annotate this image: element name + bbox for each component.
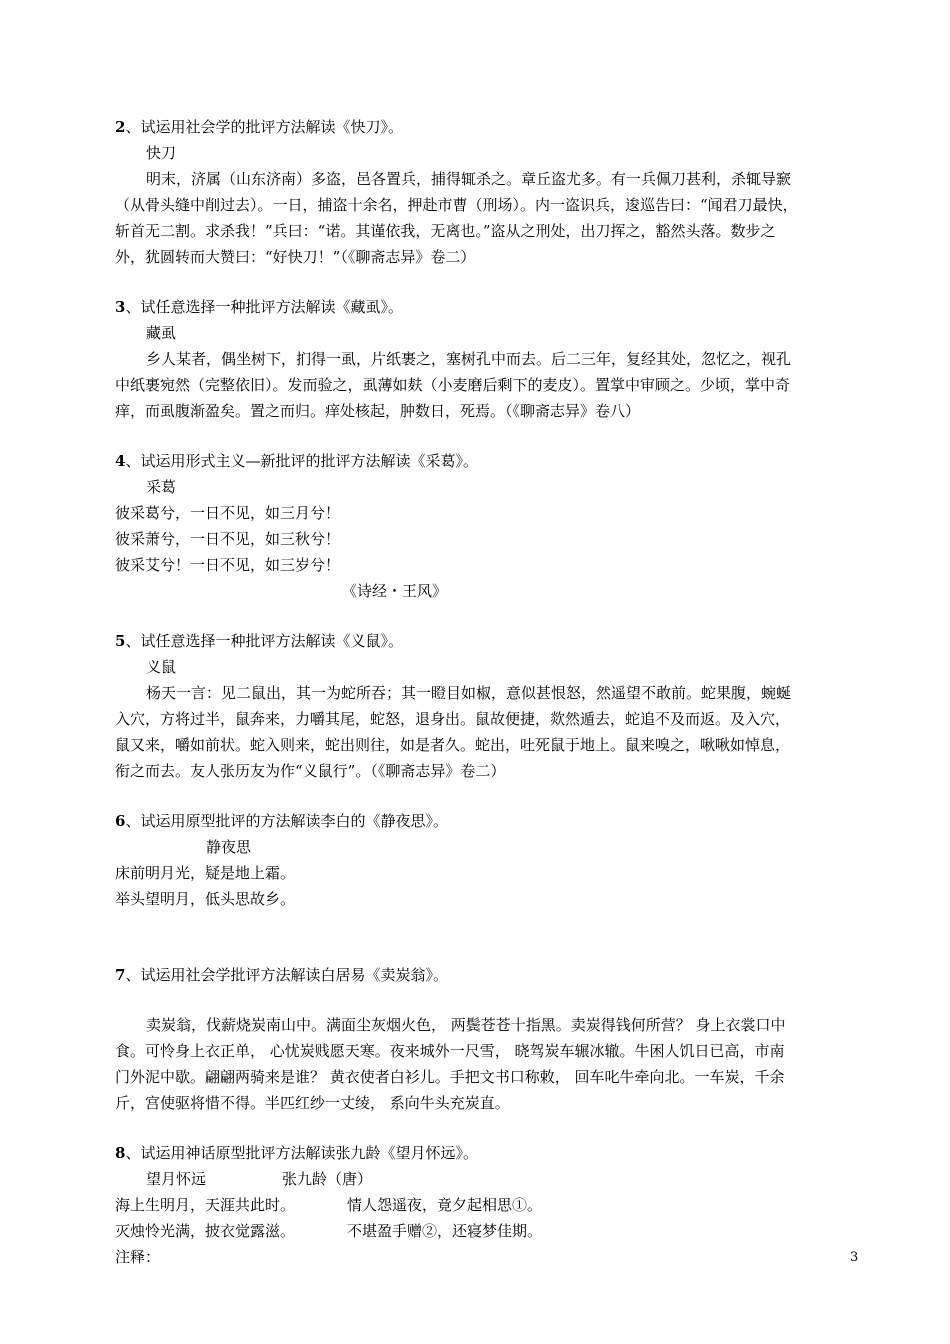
question-8-poem-line-left: 灭烛怜光满，披衣觉露滋。 xyxy=(115,1222,296,1240)
question-8-title: 望月怀远 xyxy=(146,1170,207,1188)
question-2-text-line: 明末，济属（山东济南）多盗，邑各置兵，捕得辄杀之。章丘盗尤多。有一兵佩刀甚利，杀辄导窾 xyxy=(146,170,792,188)
question-5-text-line: 鼠又来，嚼如前状。蛇入则来，蛇出则往，如是者久。蛇出，吐死鼠于地上。鼠来嗅之，啾啾如悼息， xyxy=(115,736,791,754)
question-3-heading: 3、试任意选择一种批评方法解读《藏虱》。 xyxy=(115,298,403,316)
question-8-notes-label: 注释： xyxy=(115,1248,161,1266)
question-8-poem-line-left: 海上生明月，天涯共此时。 xyxy=(115,1196,296,1214)
question-3-text-line: 中纸裹宛然（完整依旧）。发而验之，虱薄如麸（小麦磨后剩下的麦皮）。置掌中审顾之。少顷，掌中奇 xyxy=(115,376,791,394)
question-6-poem-line: 床前明月光，疑是地上霜。 xyxy=(115,864,296,882)
question-4-poem-line: 彼采萧兮，一日不见，如三秋兮！ xyxy=(115,530,341,548)
question-2-text-line: 外，犹圆转而大赞曰：“好快刀！”（《聊斋志异》卷二） xyxy=(115,248,476,266)
page-number: 3 xyxy=(850,1250,859,1265)
question-5-text-line: 衔之而去。友人张历友为作“义鼠行”。（《聊斋志异》卷二） xyxy=(115,762,506,780)
question-2-title: 快刀 xyxy=(146,144,177,162)
question-8-poem-line-right: 不堪盈手赠②，还寝梦佳期。 xyxy=(347,1222,543,1240)
question-4-poem-line: 彼采艾兮！一日不见，如三岁兮！ xyxy=(115,556,341,574)
question-8-heading: 8、试运用神话原型批评方法解读张九龄《望月怀远》。 xyxy=(115,1144,478,1162)
question-5-text-line: 入穴，方将过半，鼠奔来，力嚼其尾，蛇怒，退身出。鼠故便捷，欻然遁去，蛇追不及而返。及入穴， xyxy=(115,710,791,728)
question-7-poem-line: 食。可怜身上衣正单， 心忧炭贱愿天寒。夜来城外一尺雪， 晓驾炭车辗冰辙。牛困人饥日已高，市南 xyxy=(115,1042,785,1060)
question-6-poem-line: 举头望明月，低头思故乡。 xyxy=(115,890,296,908)
question-8-author: 张九龄（唐） xyxy=(282,1170,373,1188)
question-4-source: 《诗经・王风》 xyxy=(342,582,448,600)
question-4-poem-line: 彼采葛兮，一日不见，如三月兮！ xyxy=(115,504,341,522)
question-6-heading: 6、试运用原型批评的方法解读李白的《静夜思》。 xyxy=(115,812,448,830)
question-3-title: 藏虱 xyxy=(146,324,177,342)
question-3-text-line: 乡人某者，偶坐树下，扪得一虱，片纸裹之，塞树孔中而去。后二三年，复经其处，忽忆之，视孔 xyxy=(146,350,792,368)
question-5-heading: 5、试任意选择一种批评方法解读《义鼠》。 xyxy=(115,632,403,650)
question-2-heading: 2、试运用社会学的批评方法解读《快刀》。 xyxy=(115,118,403,136)
question-8-poem-line-right: 情人怨遥夜，竟夕起相思①。 xyxy=(347,1196,543,1214)
question-7-poem-line: 门外泥中歇。翩翩两骑来是谁？ 黄衣使者白衫儿。手把文书口称敕， 回车叱牛牵向北。一车炭，千余 xyxy=(115,1068,785,1086)
question-5-text-line: 杨天一言：见二鼠出，其一为蛇所吞；其一瞪目如椒，意似甚恨怒，然遥望不敢前。蛇果腹，蜿蜒 xyxy=(146,684,792,702)
question-7-poem-line: 斤，宫使驱将惜不得。半匹红纱一丈绫， 系向牛头充炭直。 xyxy=(115,1094,510,1112)
question-2-text-line: 斩首无二割。求杀我！”兵曰：“诺。其谨依我，无离也。”盗从之刑处，出刀挥之，豁然头落。数步之 xyxy=(115,222,776,240)
question-5-title: 义鼠 xyxy=(146,658,177,676)
question-7-heading: 7、试运用社会学批评方法解读白居易《卖炭翁》。 xyxy=(115,966,448,984)
question-3-text-line: 痒，而虱腹渐盈矣。置之而归。痒处核起，肿数日，死焉。（《聊斋志异》卷八） xyxy=(115,402,641,420)
question-6-title: 静夜思 xyxy=(206,838,252,856)
question-2-text-line: （从骨头缝中削过去）。一日，捕盗十余名，押赴市曹（刑场）。内一盗识兵，逡巡告曰：“闻君刀最快， xyxy=(115,196,798,214)
question-4-heading: 4、试运用形式主义—新批评的批评方法解读《采葛》。 xyxy=(115,452,478,470)
question-4-title: 采葛 xyxy=(146,478,177,496)
question-7-poem-line: 卖炭翁，伐薪烧炭南山中。满面尘灰烟火色， 两鬓苍苍十指黑。卖炭得钱何所营？ 身上衣裳口中 xyxy=(146,1016,786,1034)
